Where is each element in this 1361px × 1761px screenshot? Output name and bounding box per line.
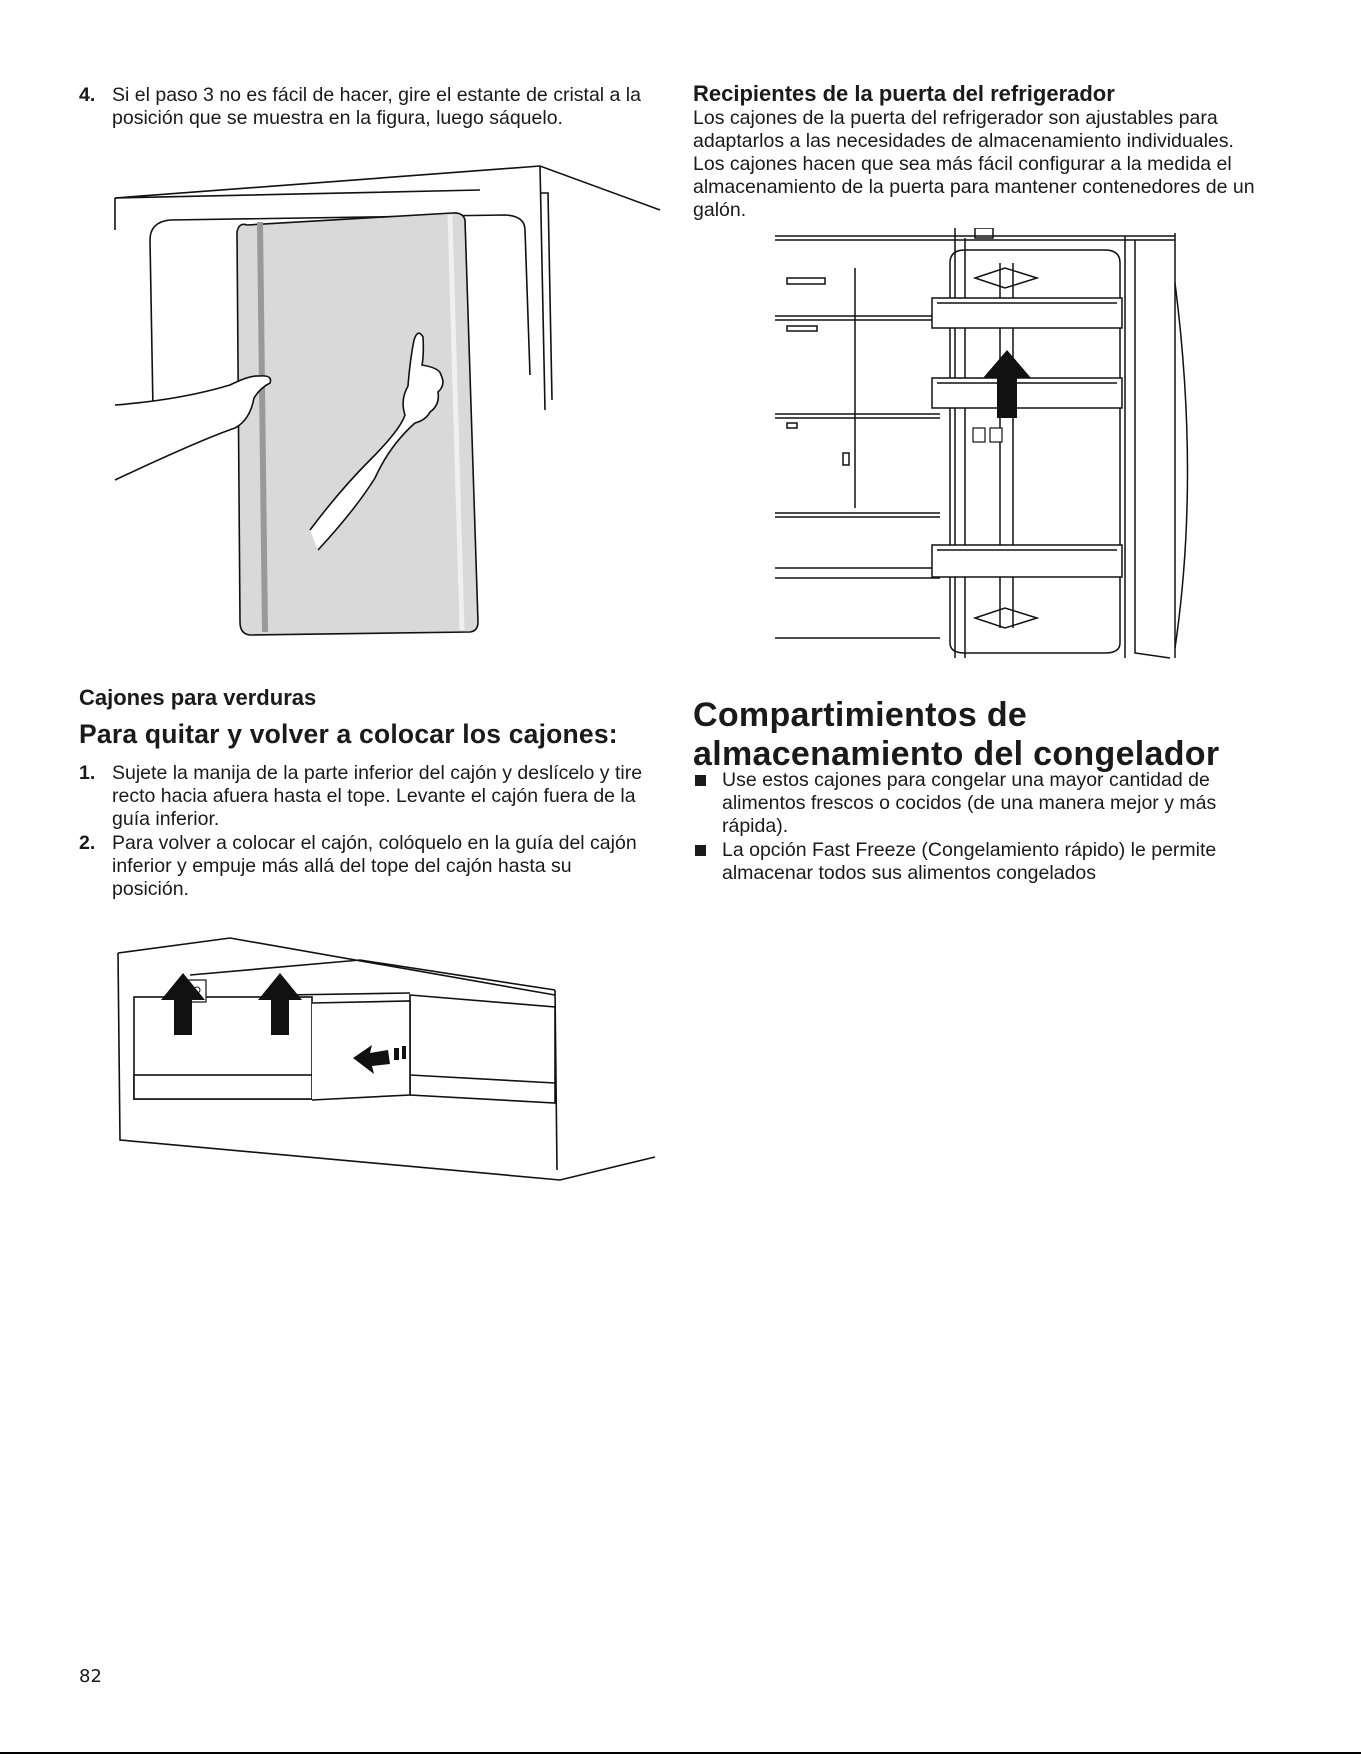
bullet-text xyxy=(722,769,1216,838)
step-text xyxy=(112,832,637,901)
step-2 xyxy=(79,832,659,904)
text-line: Los cajones hacen que sea más fácil configurar a la medida el xyxy=(693,153,1232,175)
bullet-square-icon xyxy=(695,845,706,856)
freezer-storage-heading xyxy=(693,696,1333,774)
glass-shelf-removal-figure xyxy=(100,160,670,640)
text-line: posición que se muestra en la figura, luego sáquelo. xyxy=(112,107,563,129)
text-line: almacenamiento de la puerta para mantener contenedores de un xyxy=(693,176,1255,198)
text-line: La opción Fast Freeze (Congelamiento rápido) le permite xyxy=(722,839,1217,861)
step-1 xyxy=(79,762,659,834)
step-number: 4. xyxy=(79,84,96,106)
text-line: galón. xyxy=(693,199,747,221)
text-line: alimentos frescos o cocidos (de una manera mejor y más xyxy=(722,792,1217,814)
bullet-square-icon xyxy=(695,775,706,786)
text-line: inferior y empuje más allá del tope del cajón hasta su xyxy=(112,855,572,877)
glass-shelf xyxy=(237,213,478,635)
step-number: 1. xyxy=(79,762,96,784)
door-bin-lower xyxy=(932,545,1122,577)
step-number: 2. xyxy=(79,832,96,854)
text-line: posición. xyxy=(112,878,189,900)
text-line: Si el paso 3 no es fácil de hacer, gire el estante de cristal a la xyxy=(112,84,641,106)
step-4 xyxy=(79,84,659,134)
door-bin-upper xyxy=(932,298,1122,328)
heading-line: almacenamiento del congelador xyxy=(693,735,1220,773)
text-line: Para volver a colocar el cajón, colóquelo en la guía del cajón xyxy=(112,832,637,854)
freezer-bullet-1 xyxy=(693,769,1313,841)
step-text xyxy=(112,84,641,130)
crisper-drawer-figure xyxy=(110,935,670,1185)
door-bins-paragraph xyxy=(693,107,1303,222)
door-bins-figure xyxy=(775,228,1195,668)
door-bins-heading: Recipientes de la puerta del refrigerador xyxy=(693,81,1115,106)
text-line: Sujete la manija de la parte inferior del cajón y deslícelo y tire xyxy=(112,762,643,784)
text-line: rápida). xyxy=(722,815,789,837)
text-line: almacenar todos sus alimentos congelados xyxy=(722,862,1096,884)
bottom-rule xyxy=(0,1752,1361,1754)
heading-line: Compartimientos de xyxy=(693,696,1028,734)
text-line: Use estos cajones para congelar una mayor cantidad de xyxy=(722,769,1210,791)
text-line: adaptarlos a las necesidades de almacenamiento individuales. xyxy=(693,130,1234,152)
remove-replace-drawers-heading: Para quitar y volver a colocar los cajones: xyxy=(79,719,618,749)
page-number: 82 xyxy=(79,1666,102,1687)
step-text xyxy=(112,762,642,831)
text-line: recto hacia afuera hasta el tope. Levante el cajón fuera de la xyxy=(112,785,636,807)
text-line: Los cajones de la puerta del refrigerador son ajustables para xyxy=(693,107,1218,129)
freezer-bullet-2 xyxy=(693,839,1313,887)
door-bin-middle xyxy=(932,378,1122,408)
bullet-text xyxy=(722,839,1216,885)
crisper-drawers-heading: Cajones para verduras xyxy=(79,685,317,710)
text-line: guía inferior. xyxy=(112,808,220,830)
